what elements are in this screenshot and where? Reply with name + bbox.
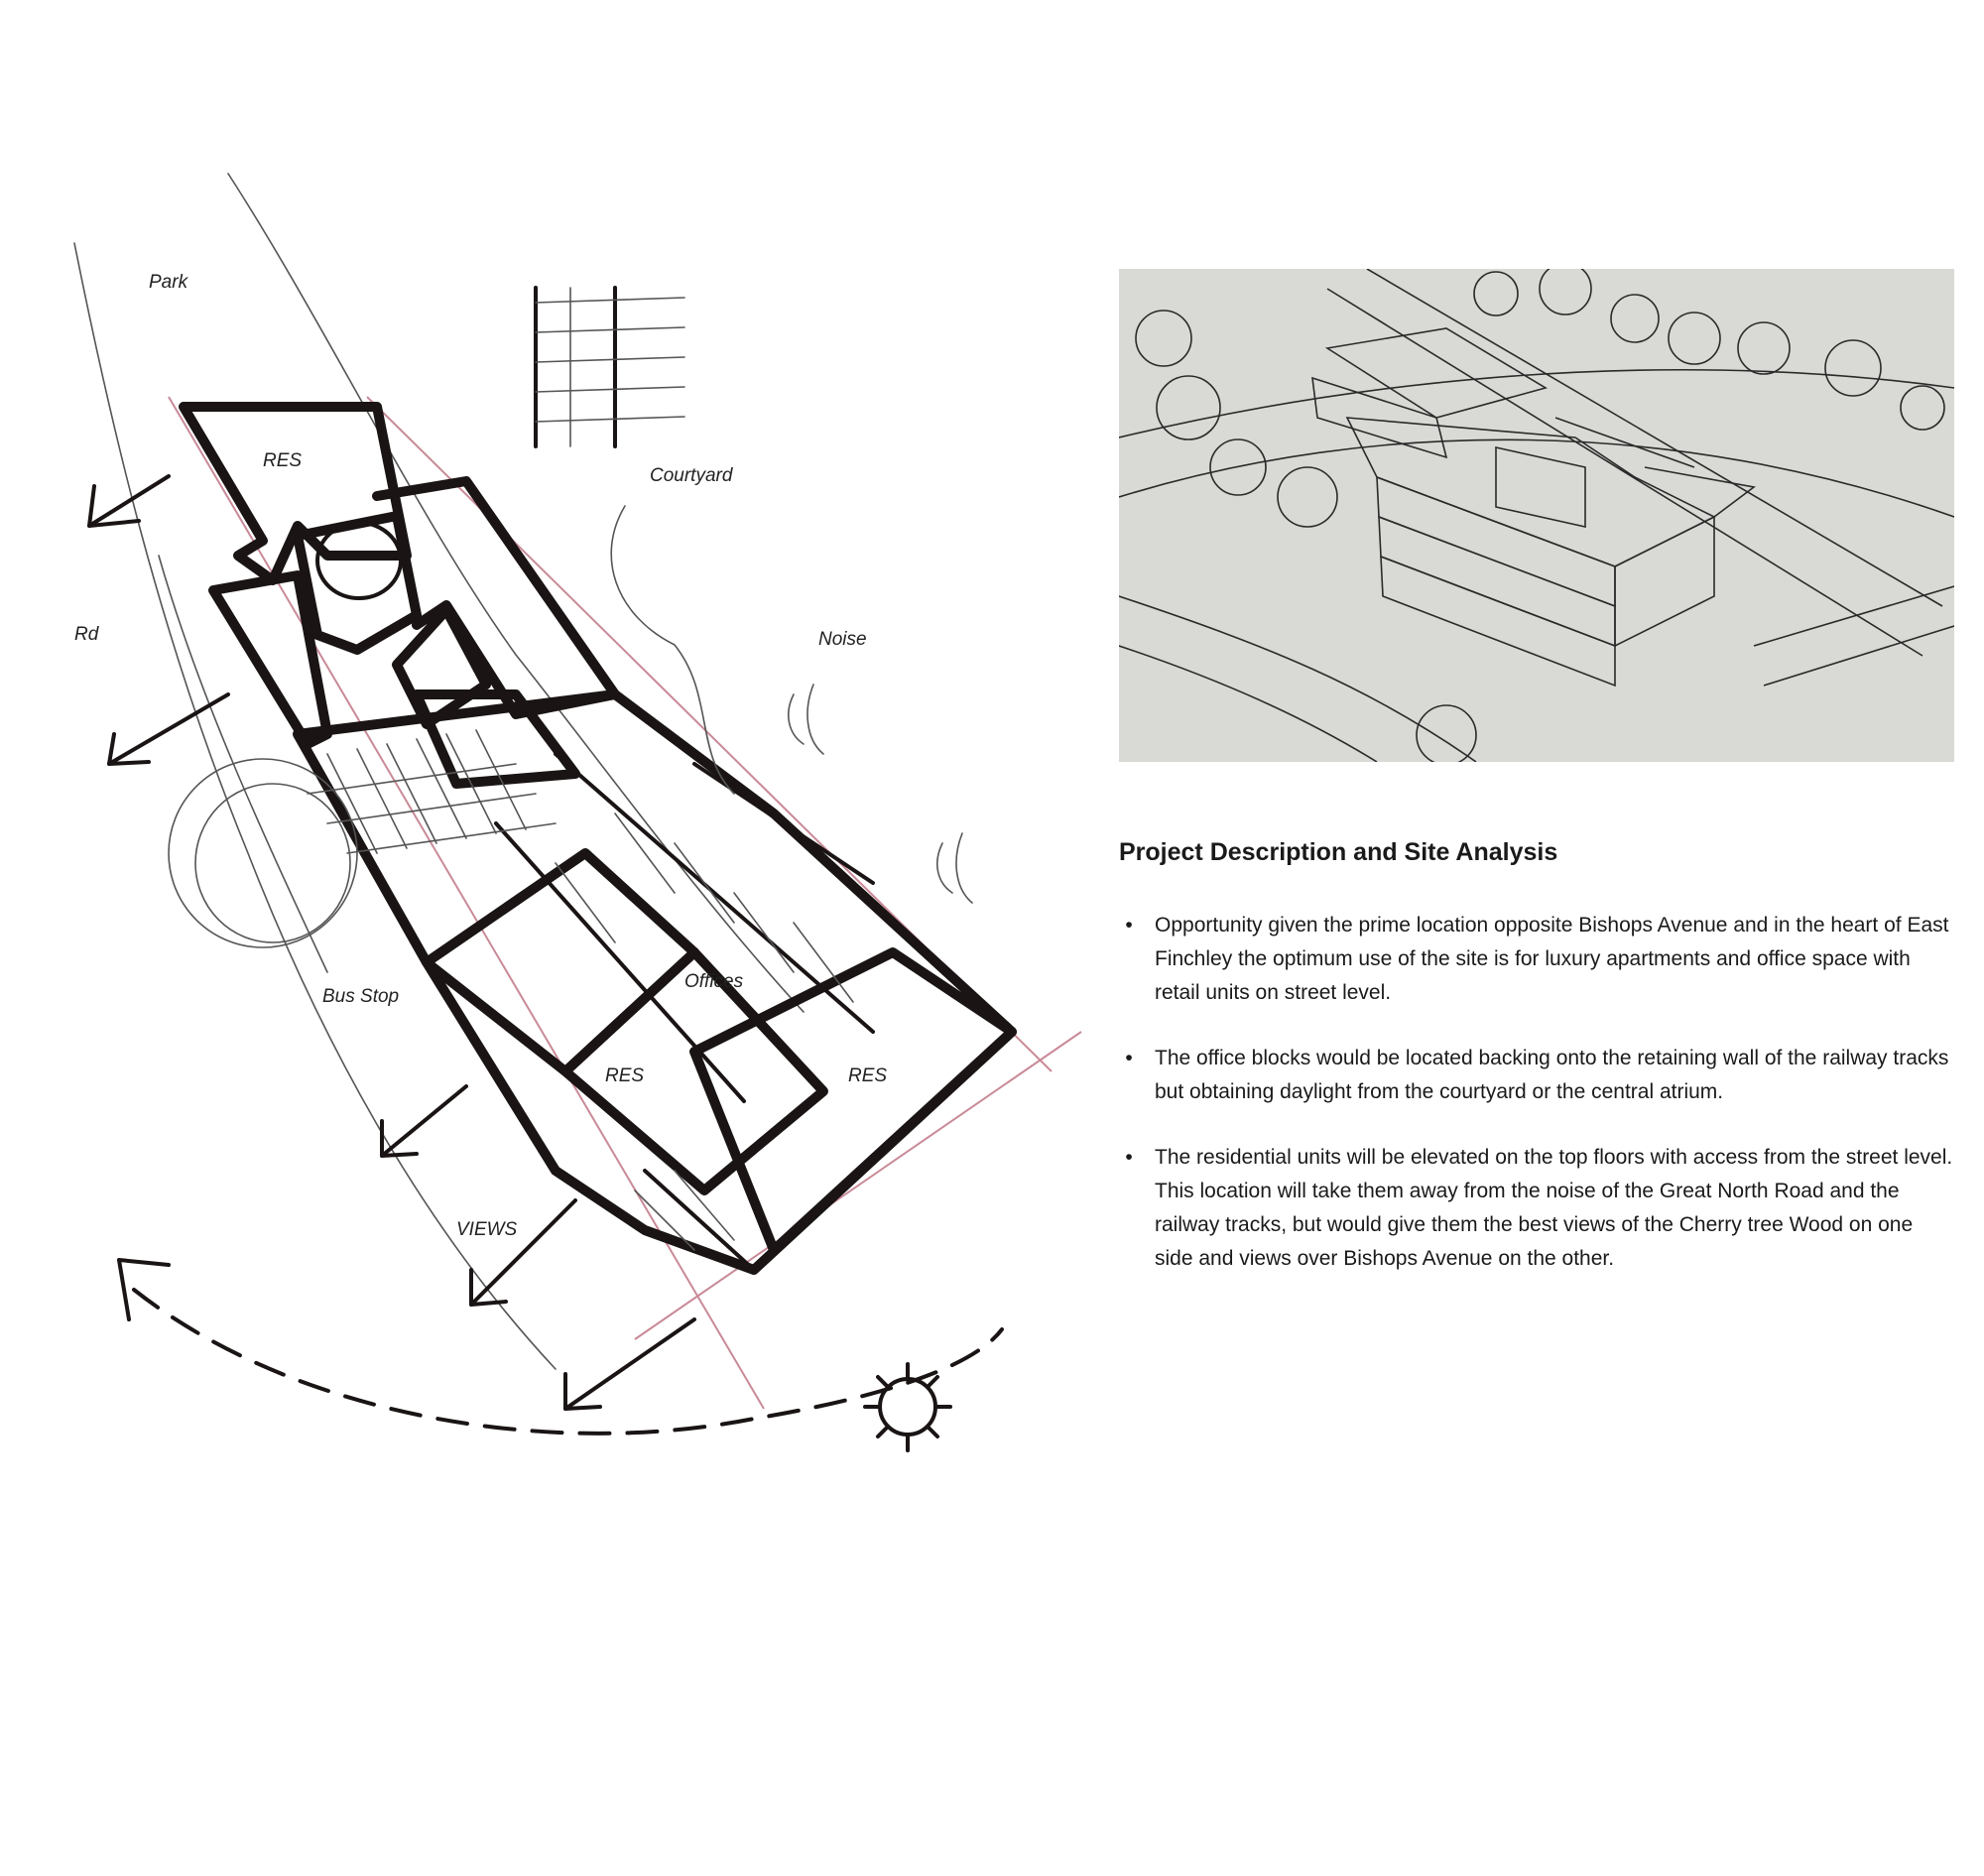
- courtyard-block: [427, 853, 694, 1071]
- description-title: Project Description and Site Analysis: [1119, 838, 1558, 866]
- label-views: VIEWS: [456, 1219, 518, 1240]
- bullet-marker: •: [1125, 1047, 1133, 1069]
- label-courtyard: Courtyard: [650, 465, 733, 486]
- description-text: The residential units will be elevated on the top floors with access from the street level. This location will take them away from the noise of the Great North Road and the railway tracks, but would give them the best views of the Cherry tree Wood on one side and views over Bishops Avenue on the other.: [1155, 1146, 1953, 1270]
- elevation-sketch: [536, 288, 684, 446]
- label-bus-stop: Bus Stop: [322, 986, 400, 1007]
- description-text: Opportunity given the prime location opposite Bishops Avenue and in the heart of East Finchley the optimum use of the site is for luxury apartments and office space with retail units on street level.: [1155, 914, 1949, 1004]
- noise-arcs: [789, 685, 972, 903]
- bullet-marker: •: [1125, 1146, 1133, 1169]
- arc-arrow: [119, 1260, 169, 1319]
- tree-sketch-right: [611, 506, 734, 794]
- road-curve-inner: [74, 243, 556, 1369]
- sun-rays: [865, 1364, 950, 1450]
- small-box: [397, 610, 486, 724]
- description-item: [1119, 1141, 1954, 1276]
- label-park: Park: [149, 272, 188, 293]
- description-item: [1119, 909, 1954, 1010]
- label-offices: Offices: [684, 971, 744, 992]
- bullet-marker: •: [1125, 914, 1133, 937]
- building-render: [1119, 269, 1954, 762]
- label-res-right: RES: [848, 1065, 888, 1086]
- label-res-mid: RES: [605, 1065, 645, 1086]
- inner-line-4: [694, 764, 873, 883]
- description-text: The office blocks would be located backing onto the retaining wall of the railway tracks but obtaining daylight from the courtyard or the central atrium.: [1155, 1047, 1949, 1103]
- stair-core: [298, 516, 417, 650]
- project-description: [1119, 838, 1954, 1308]
- render-drawing: [1119, 269, 1954, 762]
- description-item: [1119, 1042, 1954, 1109]
- label-left-rd: Rd: [74, 624, 99, 645]
- dashed-sun-path: [134, 1290, 1002, 1434]
- label-res-top: RES: [263, 450, 303, 471]
- label-noise: Noise: [818, 629, 867, 650]
- road-curve-outer: [228, 174, 804, 1012]
- tree-circle-large-2: [195, 784, 350, 942]
- description-list: [1119, 909, 1954, 1276]
